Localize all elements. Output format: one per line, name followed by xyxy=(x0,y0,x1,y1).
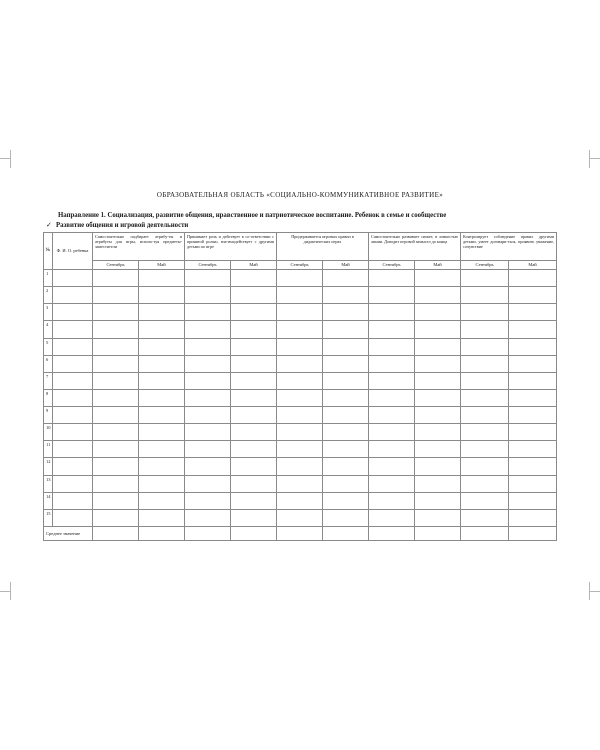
assessment-table xyxy=(43,232,557,541)
score-cell[interactable] xyxy=(185,458,231,475)
score-cell[interactable] xyxy=(185,509,231,526)
score-cell[interactable] xyxy=(323,458,369,475)
score-cell[interactable] xyxy=(93,287,139,304)
average-cell[interactable] xyxy=(461,526,509,540)
row-number: 4 xyxy=(44,321,53,338)
score-cell[interactable] xyxy=(185,475,231,492)
table-row xyxy=(44,338,557,355)
table-row xyxy=(44,389,557,406)
score-cell[interactable] xyxy=(277,321,323,338)
score-cell[interactable] xyxy=(509,321,557,338)
score-cell[interactable] xyxy=(277,355,323,372)
score-cell[interactable] xyxy=(231,321,277,338)
score-cell[interactable] xyxy=(369,304,415,321)
score-cell[interactable] xyxy=(93,475,139,492)
score-cell[interactable] xyxy=(461,321,509,338)
average-cell[interactable] xyxy=(231,526,277,540)
score-cell[interactable] xyxy=(509,492,557,509)
score-cell[interactable] xyxy=(139,407,185,424)
score-cell[interactable] xyxy=(415,492,461,509)
score-cell[interactable] xyxy=(231,475,277,492)
average-cell[interactable] xyxy=(369,526,415,540)
score-cell[interactable] xyxy=(509,424,557,441)
row-number: 7 xyxy=(44,372,53,389)
month-header: Сентябрь xyxy=(185,261,231,270)
month-header: Май xyxy=(231,261,277,270)
name-cell[interactable] xyxy=(53,321,93,338)
score-cell[interactable] xyxy=(415,475,461,492)
score-cell[interactable] xyxy=(369,424,415,441)
table-row xyxy=(44,424,557,441)
direction-heading: Направление 1. Социализация, развитие общения, нравственное и патриотическое воспитание. Ребенок в семье и сообществе xyxy=(58,212,447,219)
score-cell[interactable] xyxy=(185,321,231,338)
score-cell[interactable] xyxy=(461,509,509,526)
row-number: 1 xyxy=(44,270,53,287)
score-cell[interactable] xyxy=(323,389,369,406)
score-cell[interactable] xyxy=(509,389,557,406)
score-cell[interactable] xyxy=(369,441,415,458)
average-cell[interactable] xyxy=(277,526,323,540)
score-cell[interactable] xyxy=(93,355,139,372)
score-cell[interactable] xyxy=(185,372,231,389)
row-number: 8 xyxy=(44,389,53,406)
score-cell[interactable] xyxy=(93,492,139,509)
score-cell[interactable] xyxy=(139,338,185,355)
month-header: Сентябрь xyxy=(93,261,139,270)
score-cell[interactable] xyxy=(415,389,461,406)
table-row xyxy=(44,458,557,475)
score-cell[interactable] xyxy=(231,492,277,509)
criterion-header: Придерживается игровых правил в дидактических играх xyxy=(277,233,369,261)
score-cell[interactable] xyxy=(185,389,231,406)
month-header: Сентябрь xyxy=(461,261,509,270)
score-cell[interactable] xyxy=(461,475,509,492)
score-cell[interactable] xyxy=(185,304,231,321)
criterion-header: Принимает роль и действует в со-ответствии с принятой ролью, вза-имодействует с другими детьми по игре xyxy=(185,233,277,261)
score-cell[interactable] xyxy=(323,475,369,492)
score-cell[interactable] xyxy=(139,441,185,458)
number-header: № xyxy=(44,233,53,270)
average-cell[interactable] xyxy=(323,526,369,540)
score-cell[interactable] xyxy=(139,355,185,372)
score-cell[interactable] xyxy=(231,509,277,526)
score-cell[interactable] xyxy=(231,458,277,475)
score-cell[interactable] xyxy=(277,304,323,321)
score-cell[interactable] xyxy=(369,407,415,424)
subdirection-heading xyxy=(46,221,188,229)
score-cell[interactable] xyxy=(277,287,323,304)
score-cell[interactable] xyxy=(461,372,509,389)
table-row xyxy=(44,321,557,338)
name-cell[interactable] xyxy=(53,304,93,321)
average-cell[interactable] xyxy=(139,526,185,540)
score-cell[interactable] xyxy=(461,287,509,304)
score-cell[interactable] xyxy=(323,338,369,355)
score-cell[interactable] xyxy=(369,321,415,338)
score-cell[interactable] xyxy=(509,407,557,424)
score-cell[interactable] xyxy=(93,372,139,389)
score-cell[interactable] xyxy=(369,389,415,406)
score-cell[interactable] xyxy=(323,441,369,458)
average-cell[interactable] xyxy=(509,526,557,540)
score-cell[interactable] xyxy=(93,270,139,287)
score-cell[interactable] xyxy=(231,407,277,424)
score-cell[interactable] xyxy=(139,458,185,475)
score-cell[interactable] xyxy=(461,338,509,355)
row-number: 15 xyxy=(44,509,53,526)
score-cell[interactable] xyxy=(277,372,323,389)
score-cell[interactable] xyxy=(461,270,509,287)
table-row xyxy=(44,492,557,509)
name-cell[interactable] xyxy=(53,492,93,509)
score-cell[interactable] xyxy=(461,407,509,424)
average-cell[interactable] xyxy=(93,526,139,540)
score-cell[interactable] xyxy=(231,424,277,441)
row-number: 9 xyxy=(44,407,53,424)
score-cell[interactable] xyxy=(185,270,231,287)
score-cell[interactable] xyxy=(139,509,185,526)
name-cell[interactable] xyxy=(53,407,93,424)
score-cell[interactable] xyxy=(509,458,557,475)
score-cell[interactable] xyxy=(415,321,461,338)
score-cell[interactable] xyxy=(139,372,185,389)
score-cell[interactable] xyxy=(323,509,369,526)
score-cell[interactable] xyxy=(461,492,509,509)
score-cell[interactable] xyxy=(461,304,509,321)
score-cell[interactable] xyxy=(509,475,557,492)
score-cell[interactable] xyxy=(93,509,139,526)
name-cell[interactable] xyxy=(53,355,93,372)
table-row xyxy=(44,304,557,321)
score-cell[interactable] xyxy=(93,321,139,338)
score-cell[interactable] xyxy=(415,458,461,475)
score-cell[interactable] xyxy=(461,441,509,458)
score-cell[interactable] xyxy=(509,372,557,389)
score-cell[interactable] xyxy=(415,270,461,287)
criterion-header: Самостоятельно развивает сюжет, в ловкостью линии. Доводит игровой замысел до конца xyxy=(369,233,461,261)
score-cell[interactable] xyxy=(185,492,231,509)
score-cell[interactable] xyxy=(369,338,415,355)
score-cell[interactable] xyxy=(415,287,461,304)
average-cell[interactable] xyxy=(185,526,231,540)
name-cell[interactable] xyxy=(53,389,93,406)
score-cell[interactable] xyxy=(461,458,509,475)
score-cell[interactable] xyxy=(231,372,277,389)
score-cell[interactable] xyxy=(509,270,557,287)
crop-mark xyxy=(590,158,600,159)
crop-mark xyxy=(10,582,11,600)
score-cell[interactable] xyxy=(277,389,323,406)
table-row xyxy=(44,270,557,287)
score-cell[interactable] xyxy=(185,355,231,372)
score-cell[interactable] xyxy=(231,287,277,304)
name-cell[interactable] xyxy=(53,424,93,441)
score-cell[interactable] xyxy=(323,304,369,321)
name-header: Ф. И. О. ребенка xyxy=(53,233,93,270)
month-header-row xyxy=(44,261,557,270)
score-cell[interactable] xyxy=(509,304,557,321)
row-number: 13 xyxy=(44,475,53,492)
table-row xyxy=(44,355,557,372)
name-cell[interactable] xyxy=(53,458,93,475)
document-title: ОБРАЗОВАТЕЛЬНАЯ ОБЛАСТЬ «СОЦИАЛЬНО-КОММУНИКАТИВНОЕ РАЗВИТИЕ» xyxy=(156,191,444,199)
score-cell[interactable] xyxy=(185,424,231,441)
score-cell[interactable] xyxy=(277,475,323,492)
month-header: Май xyxy=(323,261,369,270)
score-cell[interactable] xyxy=(139,424,185,441)
score-cell[interactable] xyxy=(231,304,277,321)
score-cell[interactable] xyxy=(139,389,185,406)
score-cell[interactable] xyxy=(231,355,277,372)
crop-mark xyxy=(0,591,10,592)
row-number: 14 xyxy=(44,492,53,509)
score-cell[interactable] xyxy=(277,458,323,475)
score-cell[interactable] xyxy=(415,509,461,526)
checkmark-icon: ✓ xyxy=(46,222,52,229)
row-number: 5 xyxy=(44,338,53,355)
score-cell[interactable] xyxy=(461,424,509,441)
score-cell[interactable] xyxy=(277,338,323,355)
month-header: Сентябрь xyxy=(369,261,415,270)
criteria-header-row xyxy=(44,233,557,261)
score-cell[interactable] xyxy=(369,372,415,389)
score-cell[interactable] xyxy=(323,287,369,304)
average-row xyxy=(44,526,557,540)
score-cell[interactable] xyxy=(323,492,369,509)
score-cell[interactable] xyxy=(277,509,323,526)
row-number: 10 xyxy=(44,424,53,441)
score-cell[interactable] xyxy=(509,441,557,458)
crop-mark xyxy=(10,150,11,168)
score-cell[interactable] xyxy=(415,355,461,372)
crop-mark xyxy=(0,158,10,159)
score-cell[interactable] xyxy=(369,492,415,509)
score-cell[interactable] xyxy=(415,338,461,355)
table-row xyxy=(44,441,557,458)
table-body xyxy=(44,270,557,541)
score-cell[interactable] xyxy=(323,372,369,389)
score-cell[interactable] xyxy=(509,287,557,304)
score-cell[interactable] xyxy=(509,355,557,372)
name-cell[interactable] xyxy=(53,509,93,526)
score-cell[interactable] xyxy=(185,287,231,304)
criterion-header: Контролирует соблюдение правил другими детьми, умеет договари-ться, проявить уважение, сочувствие xyxy=(461,233,557,261)
score-cell[interactable] xyxy=(323,321,369,338)
score-cell[interactable] xyxy=(185,441,231,458)
score-cell[interactable] xyxy=(139,492,185,509)
month-header: Май xyxy=(509,261,557,270)
score-cell[interactable] xyxy=(139,304,185,321)
score-cell[interactable] xyxy=(93,424,139,441)
score-cell[interactable] xyxy=(139,287,185,304)
score-cell[interactable] xyxy=(277,492,323,509)
table-row xyxy=(44,509,557,526)
score-cell[interactable] xyxy=(277,441,323,458)
score-cell[interactable] xyxy=(509,509,557,526)
score-cell[interactable] xyxy=(93,389,139,406)
score-cell[interactable] xyxy=(93,338,139,355)
score-cell[interactable] xyxy=(139,270,185,287)
score-cell[interactable] xyxy=(185,338,231,355)
score-cell[interactable] xyxy=(323,424,369,441)
row-number: 2 xyxy=(44,287,53,304)
score-cell[interactable] xyxy=(231,389,277,406)
score-cell[interactable] xyxy=(415,304,461,321)
score-cell[interactable] xyxy=(93,458,139,475)
score-cell[interactable] xyxy=(323,270,369,287)
table-row xyxy=(44,475,557,492)
score-cell[interactable] xyxy=(509,338,557,355)
score-cell[interactable] xyxy=(139,475,185,492)
average-label: Среднее значение xyxy=(44,526,93,540)
score-cell[interactable] xyxy=(369,270,415,287)
month-header: Май xyxy=(139,261,185,270)
score-cell[interactable] xyxy=(323,407,369,424)
score-cell[interactable] xyxy=(415,424,461,441)
score-cell[interactable] xyxy=(461,389,509,406)
criterion-header: Самостоятельно подбирает атрибу-ты и атрибуты для игры, исполь-зуя предметы-заместители xyxy=(93,233,185,261)
score-cell[interactable] xyxy=(369,509,415,526)
score-cell[interactable] xyxy=(93,407,139,424)
score-cell[interactable] xyxy=(93,304,139,321)
score-cell[interactable] xyxy=(277,424,323,441)
table-row xyxy=(44,372,557,389)
crop-mark xyxy=(589,150,590,168)
name-cell[interactable] xyxy=(53,287,93,304)
score-cell[interactable] xyxy=(461,355,509,372)
score-cell[interactable] xyxy=(93,441,139,458)
table-row xyxy=(44,407,557,424)
score-cell[interactable] xyxy=(231,270,277,287)
row-number: 12 xyxy=(44,458,53,475)
row-number: 3 xyxy=(44,304,53,321)
score-cell[interactable] xyxy=(415,372,461,389)
name-cell[interactable] xyxy=(53,475,93,492)
score-cell[interactable] xyxy=(369,475,415,492)
score-cell[interactable] xyxy=(185,407,231,424)
name-cell[interactable] xyxy=(53,338,93,355)
score-cell[interactable] xyxy=(369,355,415,372)
score-cell[interactable] xyxy=(139,321,185,338)
month-header: Май xyxy=(415,261,461,270)
score-cell[interactable] xyxy=(277,270,323,287)
name-cell[interactable] xyxy=(53,441,93,458)
subdirection-label: Развитие общения и игровой деятельности xyxy=(56,222,189,229)
score-cell[interactable] xyxy=(277,407,323,424)
row-number: 11 xyxy=(44,441,53,458)
table-row xyxy=(44,287,557,304)
score-cell[interactable] xyxy=(415,441,461,458)
name-cell[interactable] xyxy=(53,372,93,389)
score-cell[interactable] xyxy=(415,407,461,424)
score-cell[interactable] xyxy=(323,355,369,372)
average-cell[interactable] xyxy=(415,526,461,540)
crop-mark xyxy=(590,591,600,592)
row-number: 6 xyxy=(44,355,53,372)
month-header: Сентябрь xyxy=(277,261,323,270)
score-cell[interactable] xyxy=(369,287,415,304)
score-cell[interactable] xyxy=(369,458,415,475)
name-cell[interactable] xyxy=(53,270,93,287)
score-cell[interactable] xyxy=(231,441,277,458)
score-cell[interactable] xyxy=(231,338,277,355)
